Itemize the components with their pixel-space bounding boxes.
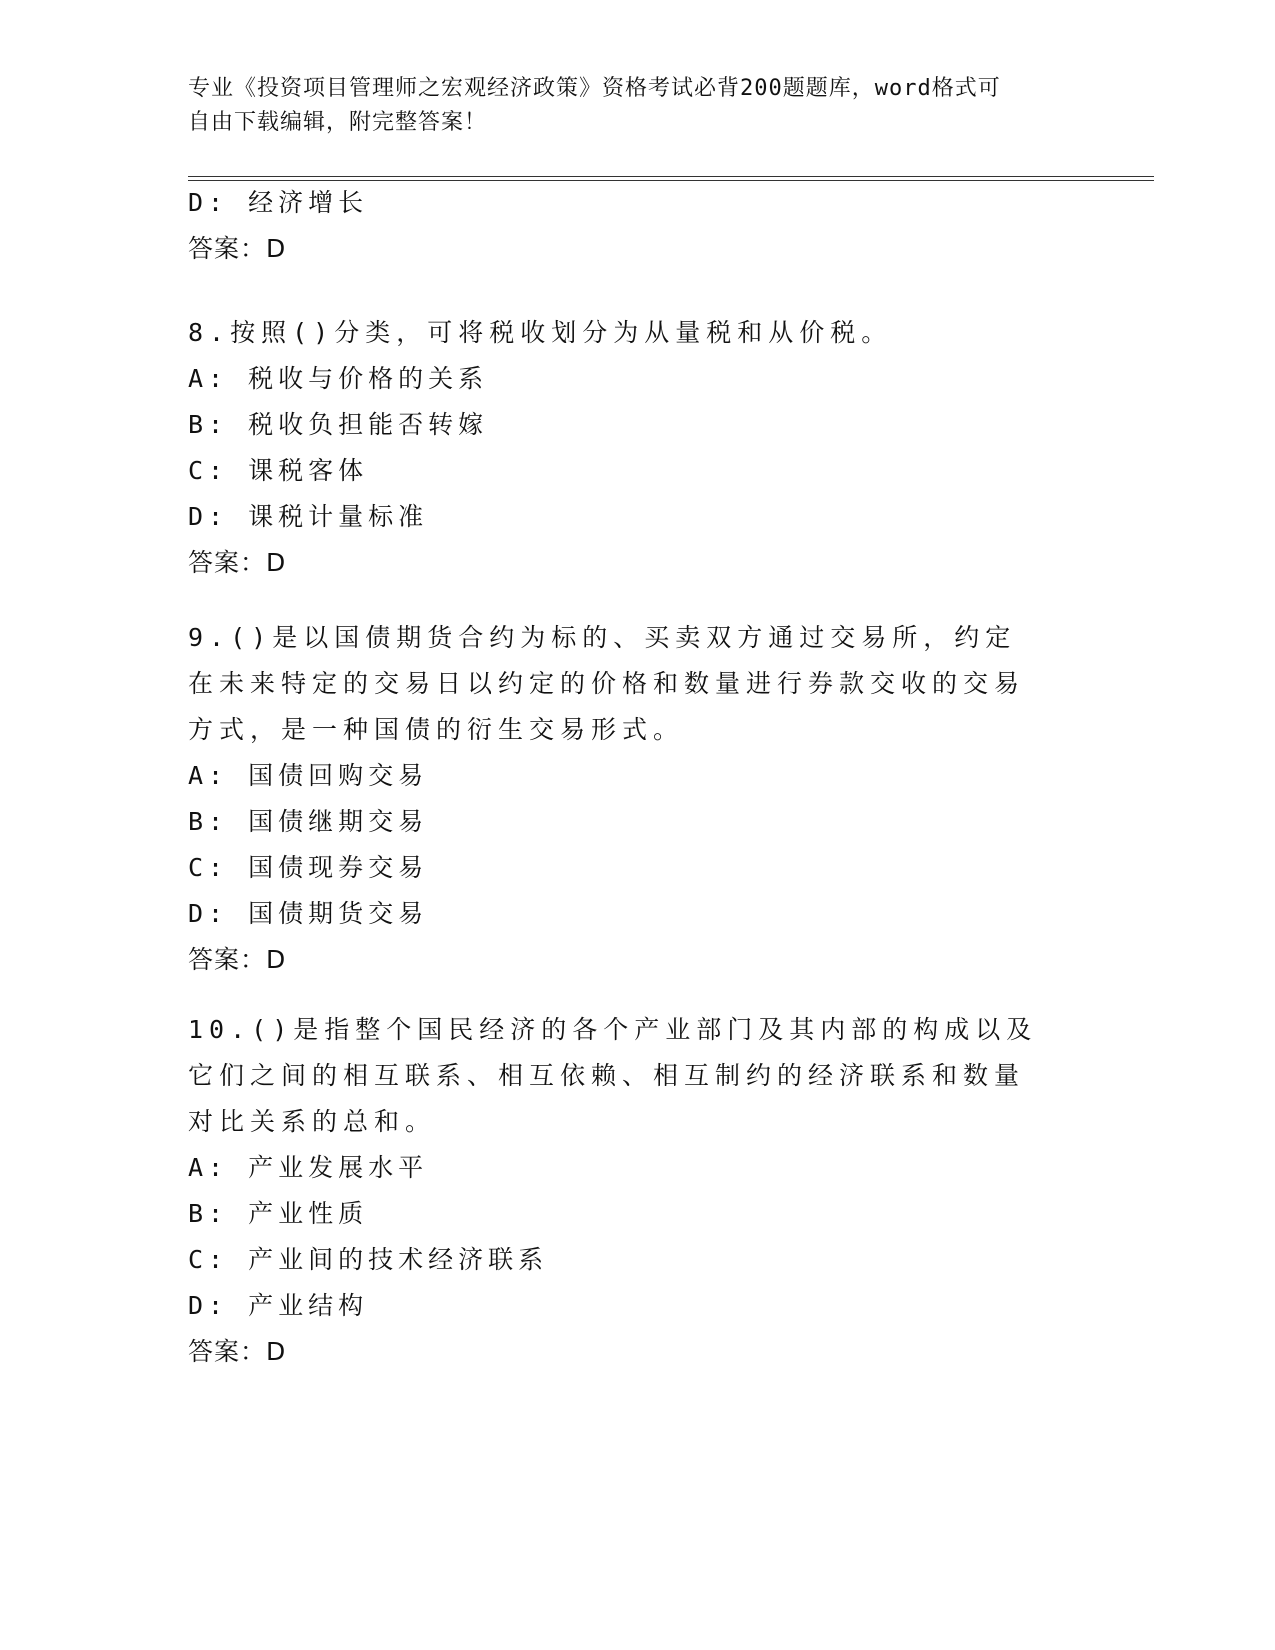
question-stem: 10.()是指整个国民经济的各个产业部门及其内部的构成以及它们之间的相互联系、相互依赖、相互制约的经济联系和数量对比关系的总和。: [188, 1015, 1038, 1136]
option-a: A: 税收与价格的关系: [188, 364, 489, 393]
option-d: D: 经济增长: [188, 188, 369, 217]
question-9: [188, 615, 1028, 983]
option-b: B: 产业性质: [188, 1199, 369, 1228]
option-b: B: 国债继期交易: [188, 807, 429, 836]
option-a: A: 国债回购交易: [188, 761, 429, 790]
answer-line: 答案：D: [188, 548, 287, 577]
option-d: D: 课税计量标准: [188, 502, 429, 531]
header-title-line2: 自由下载编辑，附完整答案！: [188, 110, 488, 135]
document-header: [188, 72, 1068, 140]
option-c: C: 课税客体: [188, 456, 369, 485]
option-b: B: 税收负担能否转嫁: [188, 410, 489, 439]
option-c: C: 国债现券交易: [188, 853, 429, 882]
answer-line: 答案：D: [188, 234, 287, 263]
carryover-block: [188, 180, 1088, 272]
answer-line: 答案：D: [188, 945, 287, 974]
option-d: D: 国债期货交易: [188, 899, 429, 928]
question-stem: 9.()是以国债期货合约为标的、买卖双方通过交易所，约定在未来特定的交易日以约定的价格和数量进行券款交收的交易方式，是一种国债的衍生交易形式。: [188, 623, 1026, 744]
question-10: [188, 1007, 1038, 1375]
option-d: D: 产业结构: [188, 1291, 369, 1320]
answer-line: 答案：D: [188, 1337, 287, 1366]
option-c: C: 产业间的技术经济联系: [188, 1245, 549, 1274]
question-stem: 8.按照()分类，可将税收划分为从量税和从价税。: [188, 318, 893, 347]
question-8: [188, 310, 1088, 586]
option-a: A: 产业发展水平: [188, 1153, 429, 1182]
header-title-line1: 专业《投资项目管理师之宏观经济政策》资格考试必背200题题库，word格式可: [188, 76, 1001, 101]
